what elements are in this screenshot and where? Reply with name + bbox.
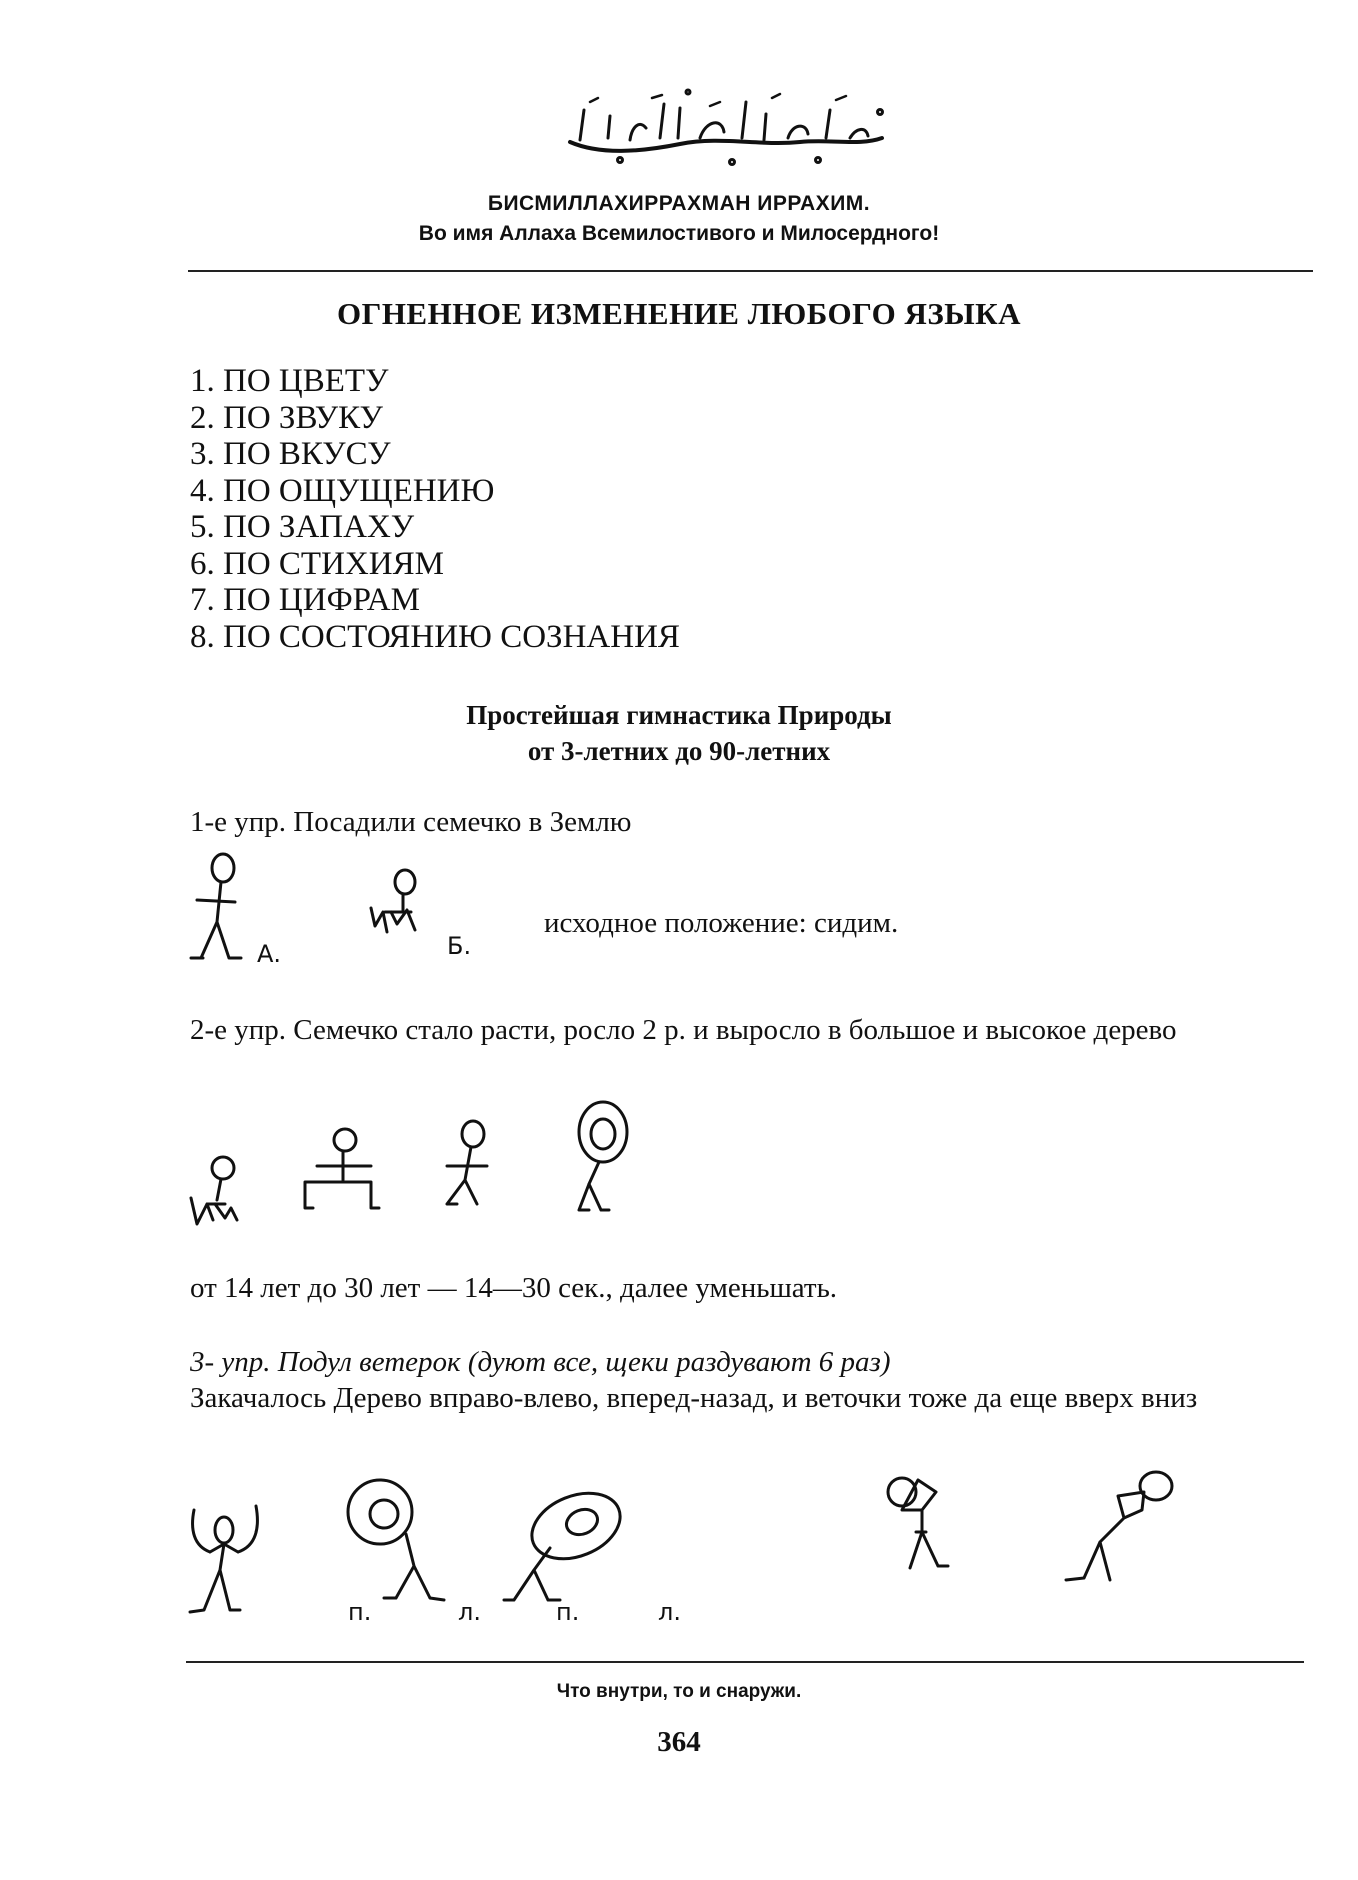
figure-label-l2: л.	[658, 1598, 681, 1626]
header-line-translation: Во имя Аллаха Всемилостивого и Милосердного!	[418, 222, 940, 245]
list-item: 5. ПО ЗАПАХУ	[190, 509, 415, 545]
exercise-1-text: 1-е упр. Посадили семечко в Землю	[190, 806, 632, 838]
bottom-divider	[186, 1661, 1304, 1663]
figure-label-p1: п.	[348, 1598, 372, 1626]
numbered-list	[190, 363, 680, 655]
stick-figure-half-rise	[305, 1129, 379, 1208]
stick-figure-bend-forward	[504, 1481, 630, 1600]
figure-label-b: Б.	[447, 932, 472, 960]
top-divider	[188, 270, 1313, 272]
subtitle-line-2: от 3-летних до 90-летних	[527, 736, 831, 766]
stick-figure-standing	[447, 1121, 487, 1204]
list-item: 7. ПО ЦИФРАМ	[190, 582, 420, 618]
exercise-3-text: Закачалось Дерево вправо-влево, вперед-назад, и веточки тоже да еще вверх вниз	[190, 1382, 1198, 1414]
subtitle-line-1: Простейшая гимнастика Природы	[466, 700, 892, 730]
page-title: ОГНЕННОЕ ИЗМЕНЕНИЕ ЛЮБОГО ЯЗЫКА	[336, 296, 1021, 331]
list-item: 6. ПО СТИХИЯМ	[190, 545, 444, 582]
list-item: 8. ПО СОСТОЯНИЮ СОЗНАНИЯ	[190, 618, 680, 655]
page-number: 364	[657, 1726, 701, 1758]
section-subtitle	[0, 697, 1358, 769]
list-item: 2. ПО ЗВУКУ	[190, 399, 383, 436]
figure-label-a: А.	[257, 940, 282, 968]
stick-figure-twist	[888, 1478, 948, 1568]
figure-label-p2: п.	[556, 1598, 580, 1626]
stick-figure-arms-up-tree	[579, 1102, 627, 1210]
list-item: 4. ПО ОЩУЩЕНИЮ	[190, 472, 495, 509]
footer-motto: Что внутри, то и снаружи.	[556, 1681, 802, 1702]
exercise-1-note: исходное положение: сидим.	[544, 907, 899, 939]
list-item: 1. ПО ЦВЕТУ	[190, 363, 389, 399]
list-item: 3. ПО ВКУСУ	[190, 436, 391, 472]
stick-figure-lean	[1066, 1472, 1172, 1580]
exercise-2-note: от 14 лет до 30 лет — 14—30 сек., далее уменьшать.	[190, 1272, 838, 1304]
stick-figure-standing-a	[191, 854, 241, 958]
exercise-2-figures	[185, 1100, 645, 1240]
bismillah-calligraphy	[560, 80, 890, 170]
stick-figure-bend-side	[348, 1480, 444, 1600]
exercise-3-title: 3- упр. Подул ветерок (дуют все, щеки раздувают 6 раз)	[190, 1346, 891, 1378]
figure-label-l1: л.	[458, 1598, 481, 1626]
stick-figure-arms-raised	[190, 1506, 257, 1612]
exercise-2-text: 2-е упр. Семечко стало расти, росло 2 р. и выросло в большое и высокое дерево	[190, 1014, 1177, 1046]
exercise-3-figures	[180, 1470, 1200, 1630]
stick-figure-crouch	[191, 1157, 237, 1224]
header-line-bismillah: БИСМИЛЛАХИРРАХМАН ИРРАХИМ.	[487, 192, 871, 215]
stick-figure-squatting-b	[371, 870, 415, 932]
exercise-1-figures	[185, 850, 505, 975]
